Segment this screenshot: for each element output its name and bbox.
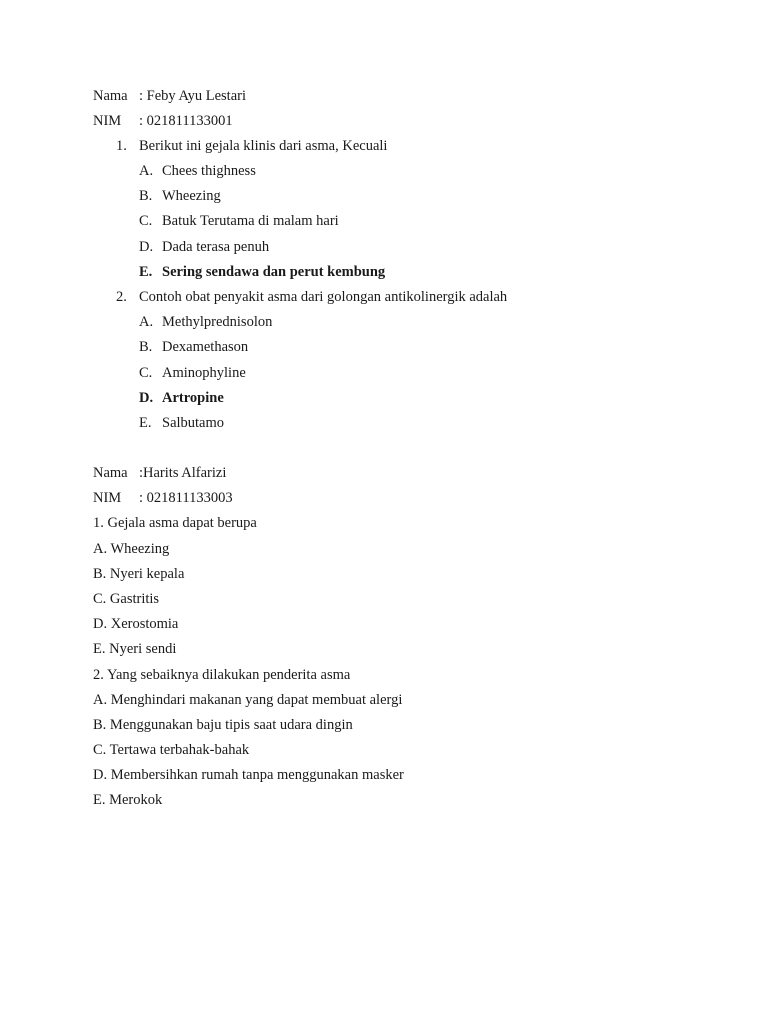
s2-q1-option-b: B. Nyeri kepala (93, 566, 185, 582)
student2-name-row (93, 463, 226, 483)
option-text: Aminophyline (162, 365, 246, 381)
option-letter: D. (139, 239, 154, 255)
nim-value: : 021811133001 (139, 113, 233, 129)
q2-option-d-answer (139, 388, 224, 408)
question-number: 1. (116, 138, 127, 154)
s2-q2-option-b: B. Menggunakan baju tipis saat udara dingin (93, 717, 353, 733)
s2-question-1: 1. Gejala asma dapat berupa (93, 515, 257, 531)
name-label: Nama (93, 88, 128, 104)
student1-nim-row (93, 111, 233, 131)
option-text: Methylprednisolon (162, 314, 273, 330)
q2-option-a (139, 312, 272, 332)
name-label: Nama (93, 465, 128, 481)
question-2 (116, 287, 507, 307)
question-text: Contoh obat penyakit asma dari golongan antikolinergik adalah (139, 289, 508, 305)
s2-q2-option-c: C. Tertawa terbahak-bahak (93, 742, 250, 758)
q1-option-a (139, 161, 256, 181)
nim-label: NIM (93, 113, 122, 129)
option-text: Salbutamo (162, 415, 225, 431)
nim-value: : 021811133003 (139, 490, 233, 506)
q1-option-c (139, 211, 339, 231)
s2-question-2: 2. Yang sebaiknya dilakukan penderita asma (93, 667, 351, 683)
student2-nim-row (93, 488, 233, 508)
s2-q1-option-d: D. Xerostomia (93, 616, 179, 632)
option-letter: A. (139, 314, 154, 330)
option-letter: B. (139, 339, 153, 355)
option-text: Wheezing (162, 188, 221, 204)
option-text: Batuk Terutama di malam hari (162, 213, 339, 229)
option-text: Artropine (162, 390, 224, 406)
option-text: Chees thighness (162, 163, 256, 179)
q2-option-b (139, 337, 248, 357)
option-letter: B. (139, 188, 153, 204)
s2-q2-option-a: A. Menghindari makanan yang dapat membuat alergi (93, 692, 403, 708)
nim-label: NIM (93, 490, 122, 506)
student1-name-row (93, 86, 246, 106)
option-letter: C. (139, 213, 153, 229)
question-text: Berikut ini gejala klinis dari asma, Kecuali (139, 138, 388, 154)
question-1 (116, 136, 387, 156)
option-text: Sering sendawa dan perut kembung (162, 264, 386, 280)
name-value: :Harits Alfarizi (139, 465, 227, 481)
q1-option-d (139, 237, 269, 257)
s2-q1-option-e: E. Nyeri sendi (93, 641, 177, 657)
q1-option-b (139, 186, 221, 206)
option-letter: E. (139, 264, 153, 280)
option-letter: D. (139, 390, 154, 406)
option-letter: A. (139, 163, 154, 179)
q2-option-c (139, 363, 246, 383)
option-letter: C. (139, 365, 153, 381)
option-letter: E. (139, 415, 152, 431)
q1-option-e-answer (139, 262, 385, 282)
q2-option-e (139, 413, 224, 433)
name-value: : Feby Ayu Lestari (139, 88, 247, 104)
option-text: Dada terasa penuh (162, 239, 270, 255)
option-text: Dexamethason (162, 339, 249, 355)
s2-q2-option-e: E. Merokok (93, 792, 163, 808)
s2-q1-option-c: C. Gastritis (93, 591, 160, 607)
s2-q2-option-d: D. Membersihkan rumah tanpa menggunakan masker (93, 767, 404, 783)
question-number: 2. (116, 289, 127, 305)
s2-q1-option-a: A. Wheezing (93, 541, 170, 557)
